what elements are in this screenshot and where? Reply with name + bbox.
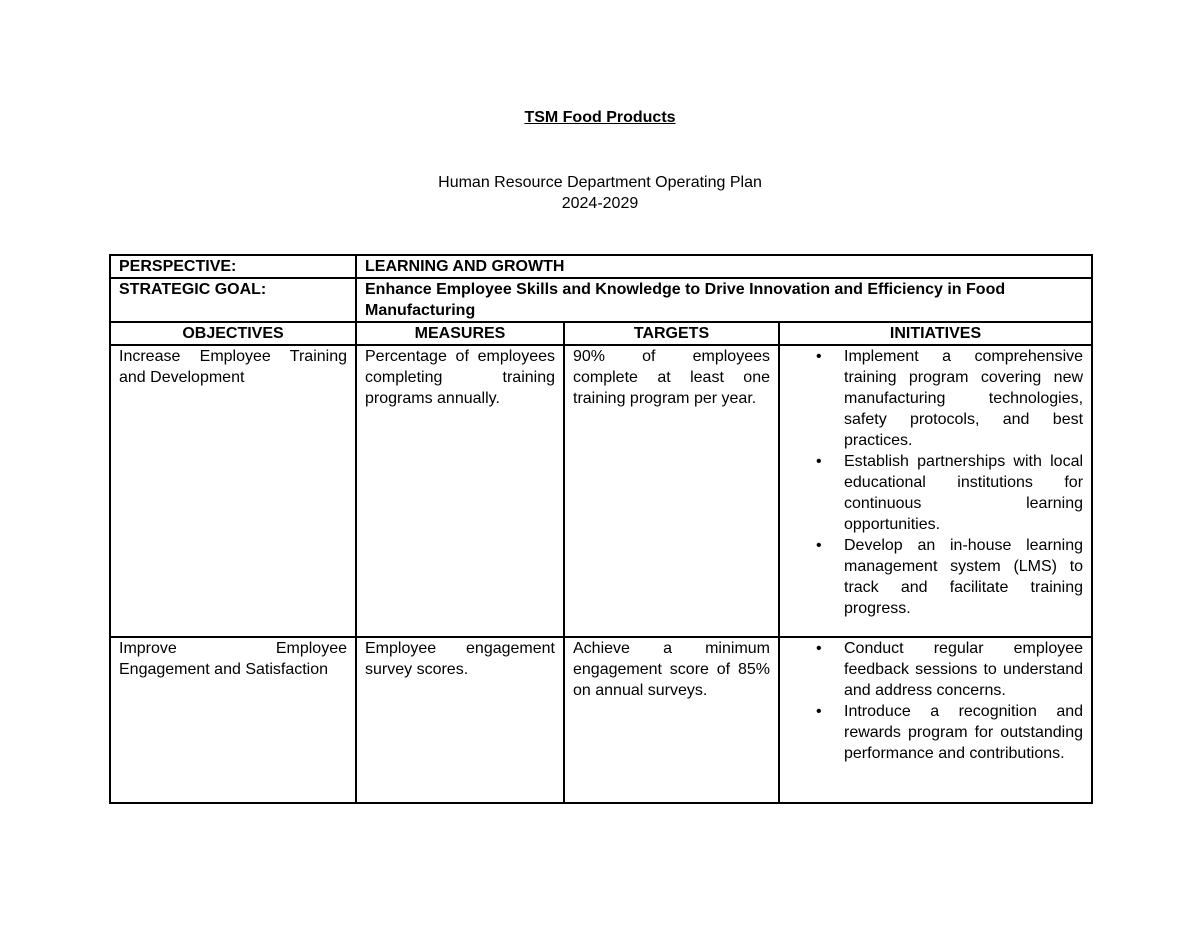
list-item: • Conduct regular employee feedback sessions to understand and address concerns. bbox=[844, 638, 1083, 701]
perspective-value: LEARNING AND GROWTH bbox=[356, 255, 1092, 278]
list-item: • Implement a comprehensive training program covering new manufacturing technologies, safety protocols, and best practices. bbox=[844, 346, 1083, 451]
objective-cell: Improve Employee Engagement and Satisfaction bbox=[110, 637, 356, 803]
document-title: TSM Food Products bbox=[524, 109, 676, 126]
header-measures: MEASURES bbox=[356, 322, 564, 345]
operating-plan-table bbox=[109, 254, 1093, 804]
list-item: • Develop an in-house learning management system (LMS) to track and facilitate training progress. bbox=[844, 535, 1083, 619]
subtitle-department: Human Resource Department Operating Plan bbox=[438, 174, 762, 191]
target-cell: 90% of employees complete at least one training program per year. bbox=[564, 345, 779, 637]
strategic-goal-label: STRATEGIC GOAL: bbox=[110, 278, 356, 322]
table-row bbox=[110, 637, 1092, 803]
perspective-row bbox=[110, 255, 1092, 278]
header-targets: TARGETS bbox=[564, 322, 779, 345]
header-initiatives: INITIATIVES bbox=[779, 322, 1092, 345]
table-row bbox=[110, 345, 1092, 637]
initiatives-list bbox=[788, 638, 1083, 764]
target-cell: Achieve a minimum engagement score of 85% on annual surveys. bbox=[564, 637, 779, 803]
column-header-row bbox=[110, 322, 1092, 345]
list-item: • Introduce a recognition and rewards program for outstanding performance and contributions. bbox=[844, 701, 1083, 764]
strategic-goal-row bbox=[110, 278, 1092, 322]
strategic-goal-value: Enhance Employee Skills and Knowledge to Drive Innovation and Efficiency in Food Manufacturing bbox=[356, 278, 1092, 322]
initiatives-cell bbox=[779, 345, 1092, 637]
measure-cell: Employee engagement survey scores. bbox=[356, 637, 564, 803]
list-item: • Establish partnerships with local educational institutions for continuous learning opportunities. bbox=[844, 451, 1083, 535]
objective-cell: Increase Employee Training and Development bbox=[110, 345, 356, 637]
perspective-label: PERSPECTIVE: bbox=[110, 255, 356, 278]
header-objectives: OBJECTIVES bbox=[110, 322, 356, 345]
initiatives-cell bbox=[779, 637, 1092, 803]
document-subtitle bbox=[0, 172, 1200, 214]
initiatives-list bbox=[788, 346, 1083, 619]
measure-cell: Percentage of employees completing training programs annually. bbox=[356, 345, 564, 637]
subtitle-years: 2024-2029 bbox=[561, 195, 639, 212]
